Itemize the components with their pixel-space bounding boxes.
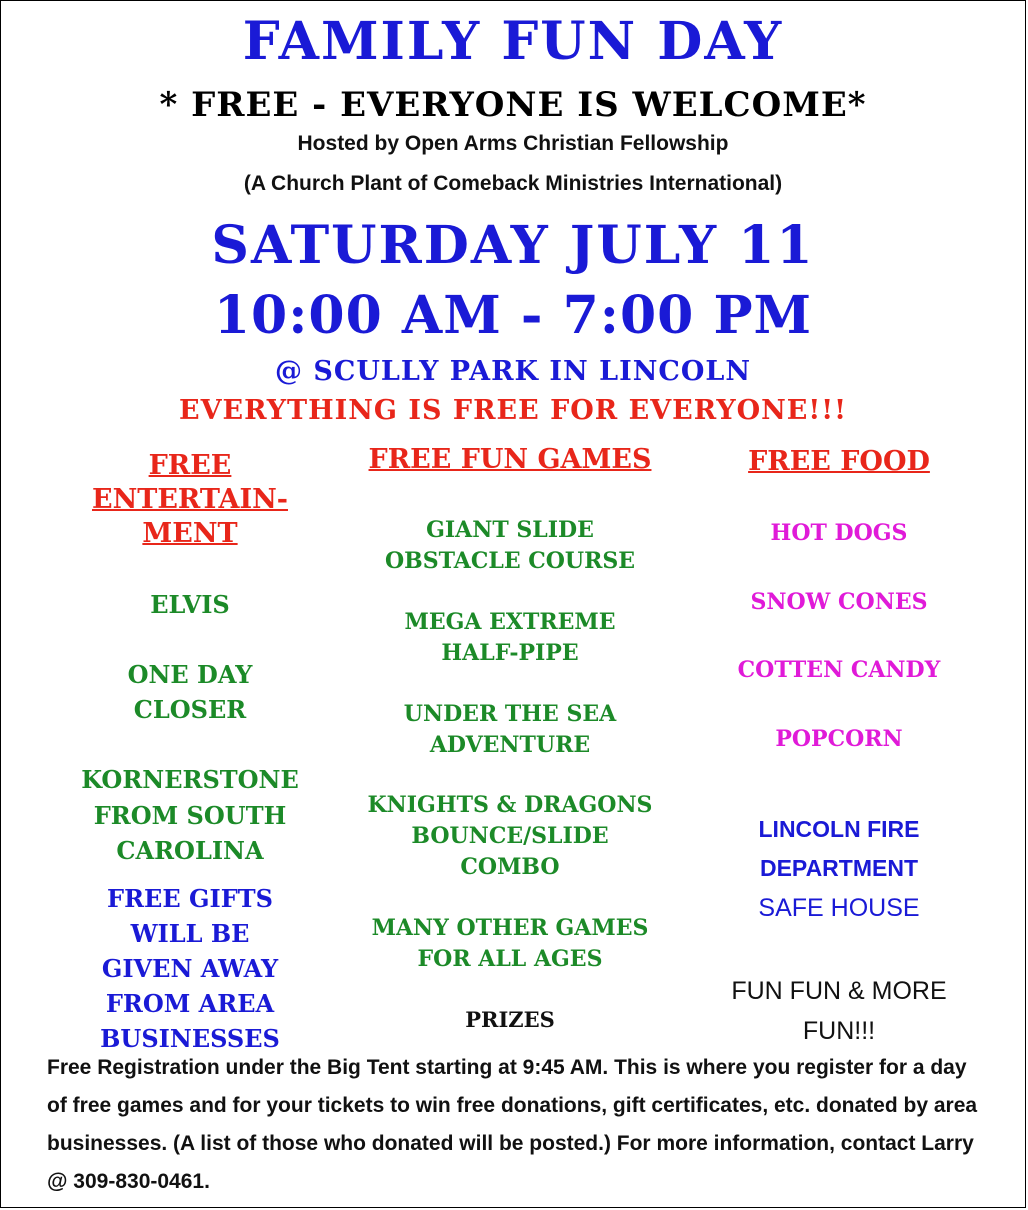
church-plant-line: (A Church Plant of Comeback Ministries International): [243, 172, 783, 195]
act-kornerstone-3: CAROLINA: [116, 836, 264, 865]
free-gifts-4: FROM AREA: [105, 989, 275, 1018]
entertainment-heading-3: MENT: [142, 518, 238, 549]
free-gifts-3: GIVEN AWAY: [101, 954, 279, 983]
host-line: Hosted by Open Arms Christian Fellowship: [297, 132, 729, 155]
food-hot-dogs: HOT DOGS: [770, 520, 908, 546]
game-knights-dragons-2: BOUNCE/SLIDE: [411, 823, 609, 849]
event-subtitle: * FREE - EVERYONE IS WELCOME*: [159, 85, 867, 125]
act-elvis: ELVIS: [150, 590, 230, 619]
event-title: FAMILY FUN DAY: [242, 11, 784, 72]
food-heading: FREE FOOD: [748, 446, 930, 477]
fire-dept-line-2: DEPARTMENT: [759, 855, 918, 881]
event-time: 10:00 AM - 7:00 PM: [213, 285, 813, 346]
game-half-pipe-1: MEGA EXTREME: [404, 609, 616, 635]
game-half-pipe-2: HALF-PIPE: [441, 640, 579, 666]
fun-more-line-2: FUN!!!: [802, 1017, 876, 1045]
free-gifts-2: WILL BE: [130, 919, 250, 948]
prizes-label: PRIZES: [465, 1007, 555, 1032]
fire-dept-line-3: SAFE HOUSE: [758, 894, 920, 922]
act-one-day-closer-2: CLOSER: [133, 695, 247, 724]
game-knights-dragons-3: COMBO: [460, 854, 560, 880]
game-giant-slide-2: OBSTACLE COURSE: [384, 548, 636, 574]
act-kornerstone-1: KORNERSTONE: [81, 765, 299, 794]
entertainment-heading-1: FREE: [148, 450, 232, 481]
game-knights-dragons-1: KNIGHTS & DRAGONS: [367, 792, 653, 818]
entertainment-heading-2: ENTERTAIN-: [92, 484, 288, 515]
game-under-sea-2: ADVENTURE: [429, 732, 591, 758]
free-gifts-5: BUSINESSES: [100, 1024, 280, 1053]
act-kornerstone-2: FROM SOUTH: [93, 801, 287, 830]
event-location: @ SCULLY PARK IN LINCOLN: [274, 356, 752, 387]
fun-more-line-1: FUN FUN & MORE: [731, 977, 947, 1005]
game-giant-slide-1: GIANT SLIDE: [426, 517, 594, 543]
game-under-sea-1: UNDER THE SEA: [403, 701, 617, 727]
games-heading: FREE FUN GAMES: [368, 444, 652, 475]
free-gifts-1: FREE GIFTS: [107, 884, 273, 913]
food-popcorn: POPCORN: [775, 726, 903, 752]
game-many-others-2: FOR ALL AGES: [417, 946, 603, 972]
food-snow-cones: SNOW CONES: [750, 589, 928, 615]
registration-paragraph: Free Registration under the Big Tent starting at 9:45 AM. This is where you register for a day of free games and for your tickets to win free donations, gift certificates, etc. donated by area businesses. (A list of those who donated will be posted.) For more information, contact Larry @ 309-830-0461.: [47, 1056, 978, 1193]
act-one-day-closer-1: ONE DAY: [127, 660, 253, 689]
food-cotten-candy: COTTEN CANDY: [737, 657, 941, 683]
game-many-others-1: MANY OTHER GAMES: [371, 915, 649, 941]
everything-free-banner: EVERYTHING IS FREE FOR EVERYONE!!!: [179, 395, 847, 426]
fire-dept-line-1: LINCOLN FIRE: [758, 816, 920, 842]
event-date: SATURDAY JULY 11: [211, 215, 815, 276]
